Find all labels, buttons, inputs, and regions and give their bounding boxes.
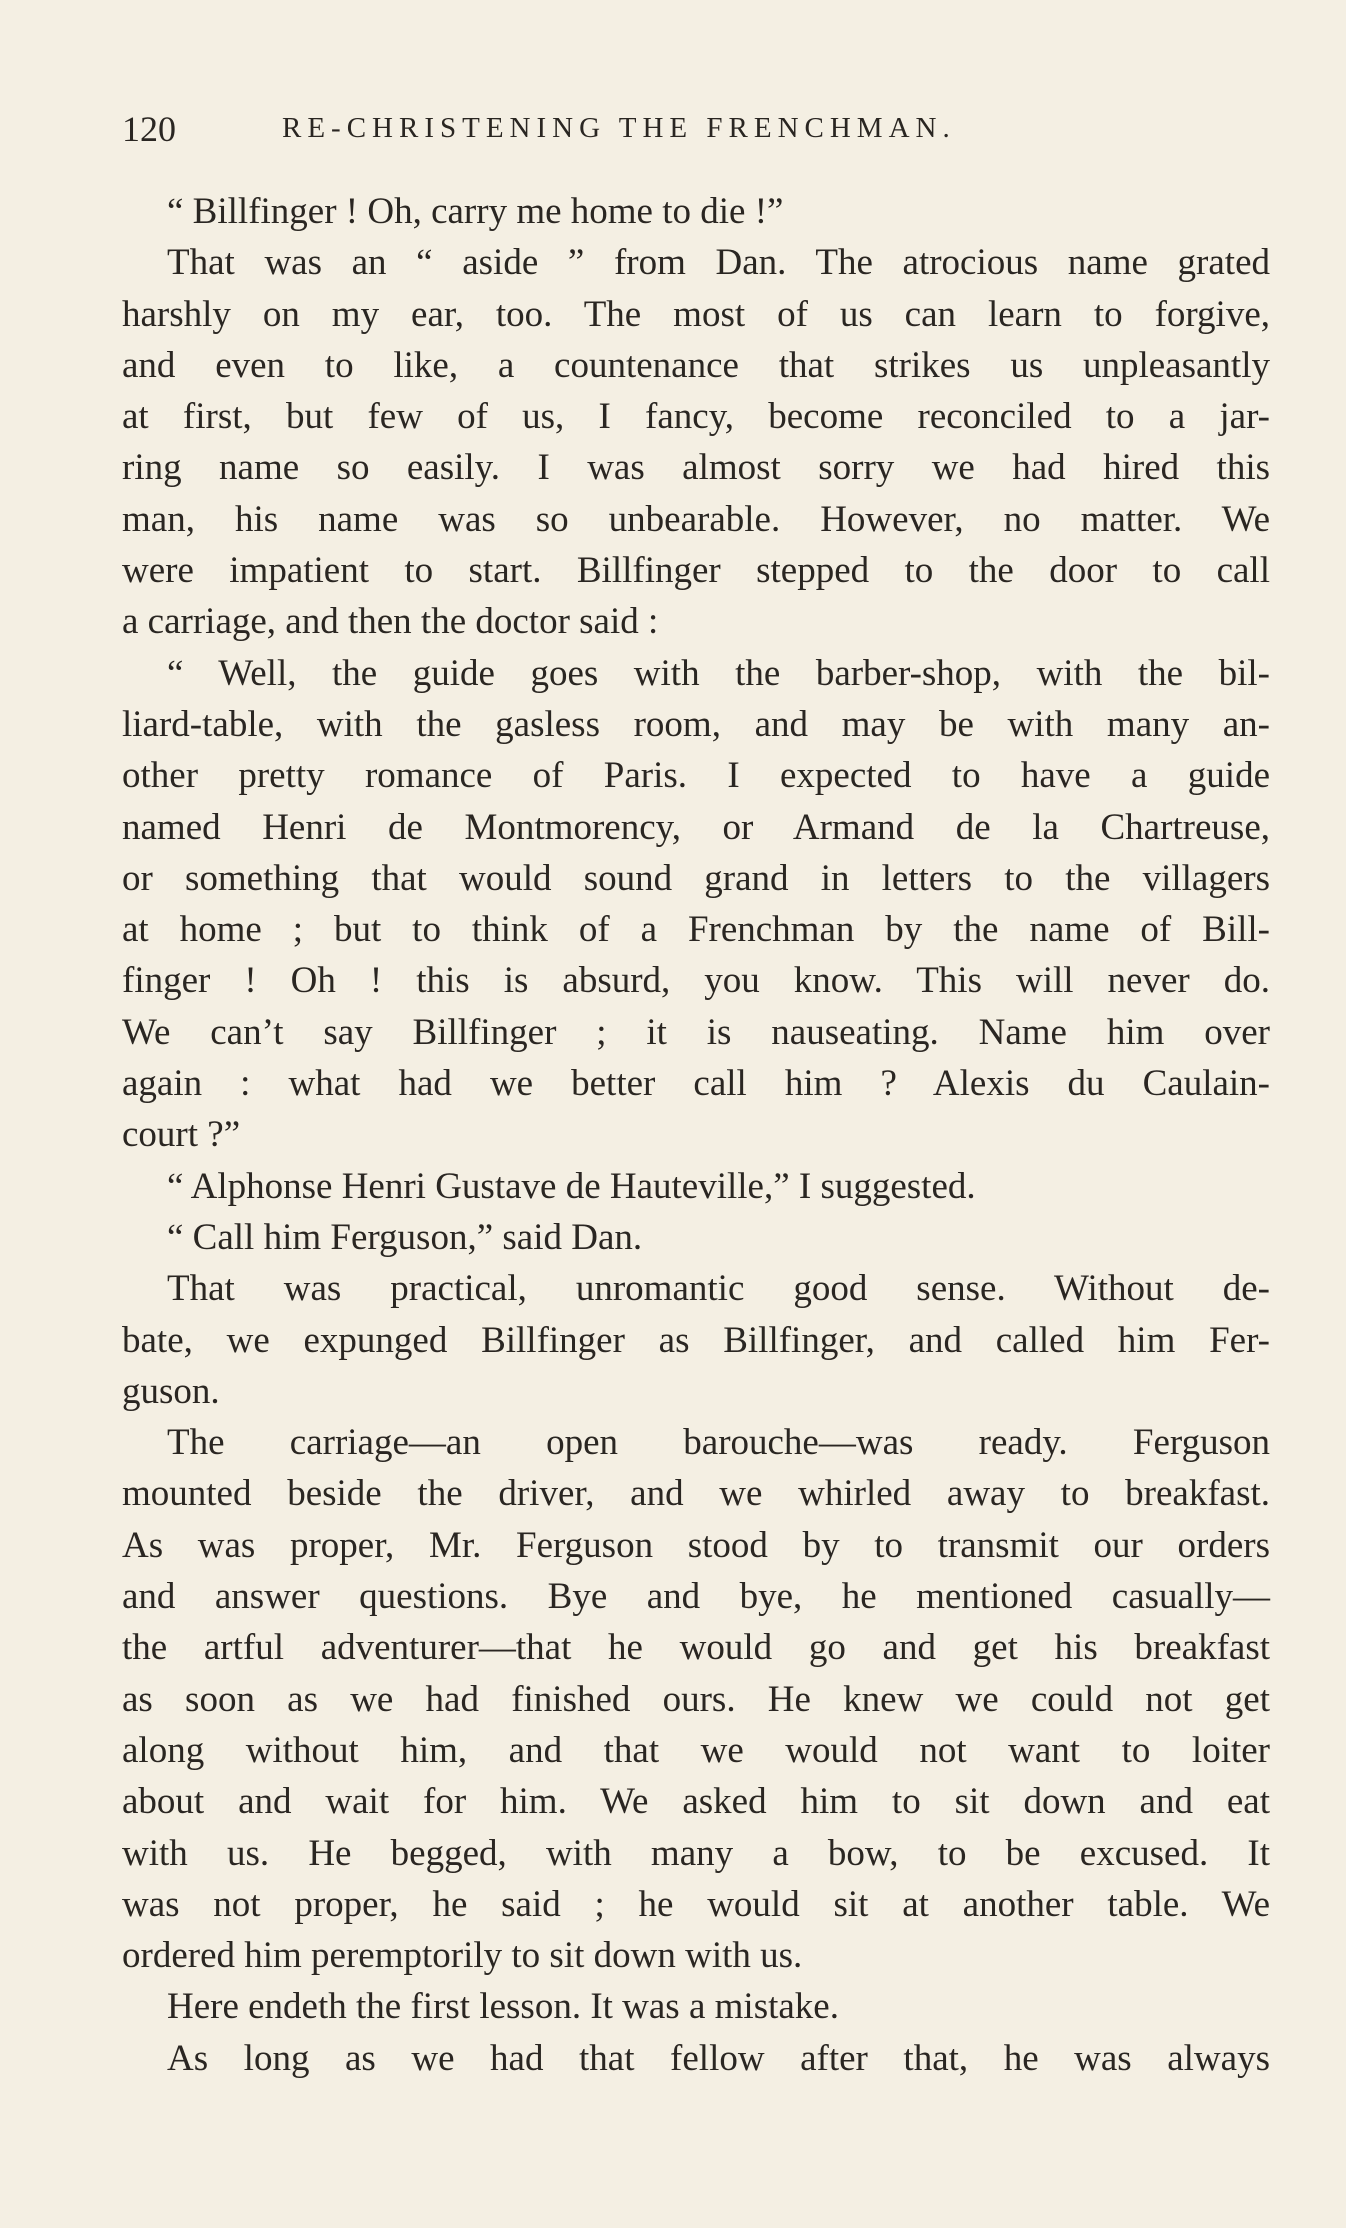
text-line: “ Call him Ferguson,” said Dan.: [167, 1216, 643, 1258]
text-line: ordered him peremptorily to sit down with us.: [122, 1935, 803, 1977]
text-line: other pretty romance of Paris. I expected to have a guide: [122, 755, 1270, 797]
text-line: liard-table, with the gasless room, and may be with many an-: [122, 703, 1270, 745]
text-line: As long as we had that fellow after that, he was always: [167, 2037, 1270, 2079]
running-title: RE-CHRISTENING THE FRENCHMAN.: [282, 112, 956, 144]
page-number: 120: [122, 109, 176, 149]
text-line: As was proper, Mr. Ferguson stood by to transmit our orders: [122, 1524, 1270, 1566]
text-line: The carriage—an open barouche—was ready. Ferguson: [167, 1422, 1270, 1464]
text-line: “ Well, the guide goes with the barber-shop, with the bil-: [167, 652, 1270, 694]
text-line: and even to like, a countenance that strikes us unpleasantly: [122, 344, 1270, 386]
text-line: a carriage, and then the doctor said :: [122, 601, 659, 643]
text-line: guson.: [122, 1370, 220, 1412]
running-head: [122, 108, 1262, 158]
text-line: finger ! Oh ! this is absurd, you know. This will never do.: [122, 960, 1270, 1002]
text-line: at first, but few of us, I fancy, become reconciled to a jar-: [122, 396, 1270, 438]
text-line: about and wait for him. We asked him to sit down and eat: [122, 1781, 1270, 1823]
text-line: with us. He begged, with many a bow, to be excused. It: [122, 1832, 1270, 1874]
body-text: [122, 186, 1270, 2084]
text-line: That was an “ aside ” from Dan. The atrocious name grated: [167, 242, 1270, 284]
text-line: was not proper, he said ; he would sit at another table. We: [122, 1883, 1270, 1925]
text-line: along without him, and that we would not want to loiter: [122, 1729, 1270, 1771]
text-line: harshly on my ear, too. The most of us can learn to forgive,: [122, 293, 1270, 335]
text-line: again : what had we better call him ? Alexis du Caulain-: [122, 1063, 1270, 1105]
text-line: as soon as we had finished ours. He knew we could not get: [122, 1678, 1270, 1720]
text-line: “ Alphonse Henri Gustave de Hauteville,” I suggested.: [167, 1165, 976, 1207]
text-line: ring name so easily. I was almost sorry we had hired this: [122, 447, 1270, 489]
text-line: mounted beside the driver, and we whirled away to breakfast.: [122, 1473, 1270, 1515]
text-line: the artful adventurer—that he would go and get his breakfast: [122, 1627, 1270, 1669]
text-line: court ?”: [122, 1114, 241, 1156]
text-line: man, his name was so unbearable. However, no matter. We: [122, 498, 1270, 540]
text-line: We can’t say Billfinger ; it is nauseating. Name him over: [122, 1011, 1270, 1053]
text-line: Here endeth the first lesson. It was a mistake.: [167, 1986, 839, 2028]
text-line: or something that would sound grand in letters to the villagers: [122, 857, 1270, 899]
text-line: bate, we expunged Billfinger as Billfinger, and called him Fer-: [122, 1319, 1270, 1361]
text-line: That was practical, unromantic good sense. Without de-: [167, 1268, 1270, 1310]
text-line: and answer questions. Bye and bye, he mentioned casually—: [122, 1576, 1270, 1618]
text-line: named Henri de Montmorency, or Armand de la Chartreuse,: [122, 806, 1270, 848]
text-line: “ Billfinger ! Oh, carry me home to die !”: [167, 191, 784, 232]
text-line: were impatient to start. Billfinger stepped to the door to call: [122, 550, 1270, 592]
text-line: at home ; but to think of a Frenchman by the name of Bill-: [122, 909, 1270, 951]
